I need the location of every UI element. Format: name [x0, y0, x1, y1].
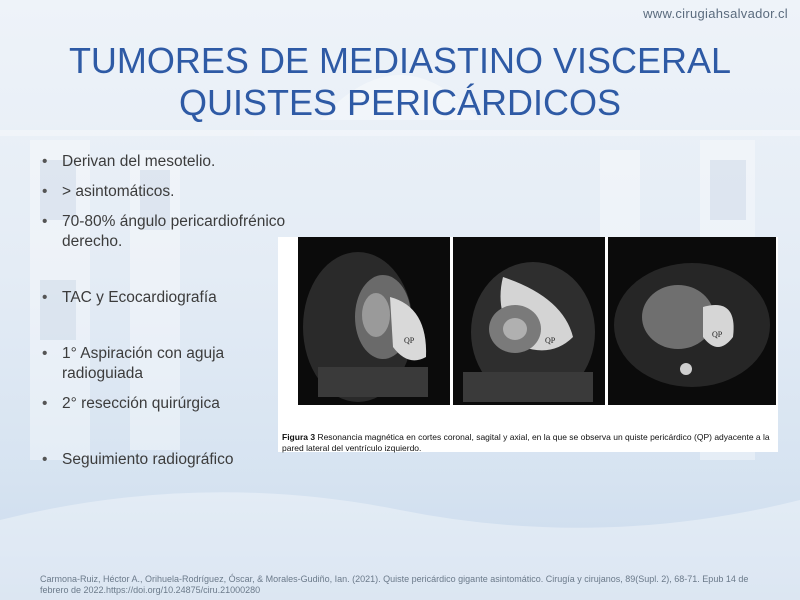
reference-citation: Carmona-Ruiz, Héctor A., Orihuela-Rodríguez, Óscar, & Morales-Gudiño, Ian. (2021). Quiste pericárdico gigante asintomático. Cirugía y cirujanos, 89(Supl. 2), 68-71. Epub 14 de febrero de 2022.https://doi.org/10.24875/ciru.21000280: [40, 574, 749, 595]
mri-panel-coronal: [298, 237, 450, 405]
slide-title: [0, 40, 800, 124]
bullet-item: • 70-80% ángulo pericardiofrénico derecho.: [40, 212, 290, 252]
mri-figure: [278, 237, 778, 452]
caption-text: Resonancia magnética en cortes coronal, sagital y axial, en la que se observa un quiste pericárdico (QP) adyacente a la pared lateral del ventrículo izquierdo.: [282, 432, 770, 453]
bullet-item: • 2° resección quirúrgica: [40, 394, 290, 414]
caption-label: Figura 3: [282, 432, 316, 442]
bullet-item: • TAC y Ecocardiografía: [40, 288, 290, 308]
bullet-item: • Seguimiento radiográfico: [40, 450, 290, 470]
mri-label: QP: [712, 330, 723, 339]
mri-label: QP: [545, 336, 556, 345]
figure-caption: [282, 432, 772, 454]
mri-panel-axial: [608, 237, 776, 405]
bullet-item: • 1° Aspiración con aguja radioguiada: [40, 344, 290, 384]
mri-label: QP: [404, 336, 415, 345]
slide-title-line-1: TUMORES DE MEDIASTINO VISCERAL: [68, 40, 732, 81]
slide-title-line-2: QUISTES PERICÁRDICOS: [178, 82, 622, 123]
bullet-item: • > asintomáticos.: [40, 182, 290, 202]
bullet-item: • Derivan del mesotelio.: [40, 152, 290, 172]
bullet-list: [40, 152, 290, 470]
site-url: www.cirugiahsalvador.cl: [643, 6, 788, 21]
mri-panel-sagital: [453, 237, 605, 405]
